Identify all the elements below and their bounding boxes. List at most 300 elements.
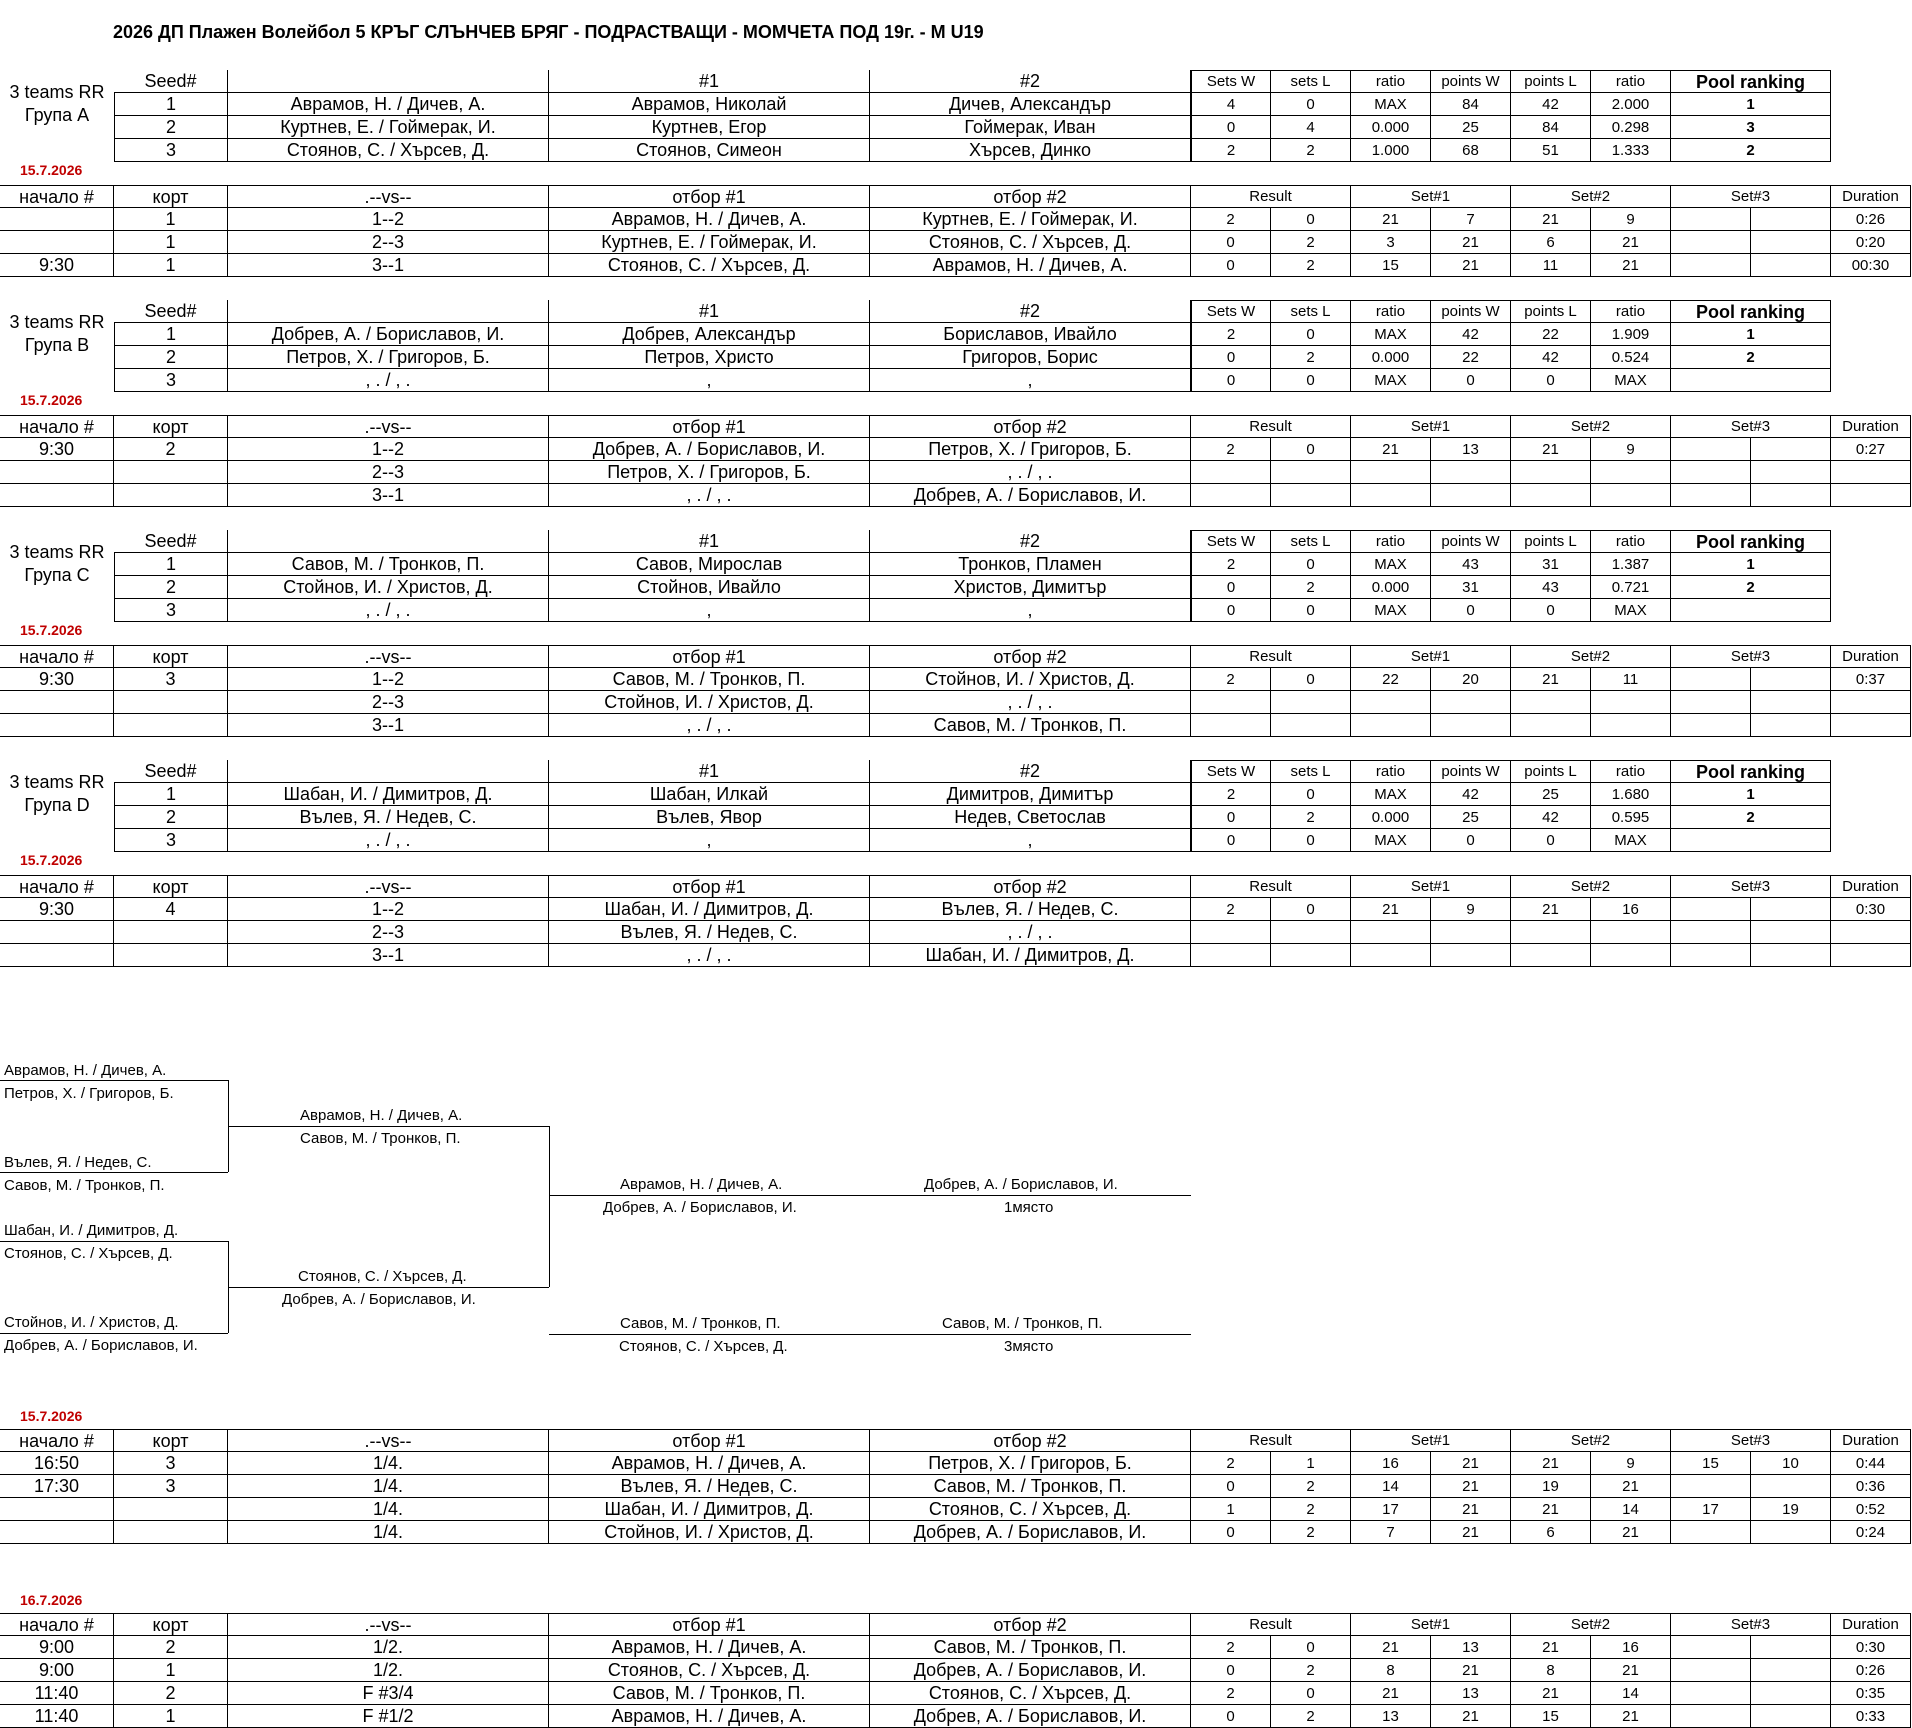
match-pairing: 1--2 bbox=[228, 668, 549, 691]
result-sets-team2: 0 bbox=[1271, 898, 1351, 921]
match-start-time: 16:50 bbox=[0, 1452, 114, 1475]
header-stat: Sets W bbox=[1191, 760, 1271, 783]
match-court bbox=[114, 484, 228, 507]
header-team-blank bbox=[228, 530, 549, 553]
player2-name: , bbox=[870, 829, 1191, 852]
header-set3: Set#3 bbox=[1671, 185, 1831, 208]
header-duration: Duration bbox=[1831, 1613, 1911, 1636]
set3-team1: 15 bbox=[1671, 1452, 1751, 1475]
team-stat: 0 bbox=[1271, 323, 1351, 346]
set1-team2: 13 bbox=[1431, 438, 1511, 461]
set2-team2: 21 bbox=[1591, 1521, 1671, 1544]
match-start-time: 9:30 bbox=[0, 668, 114, 691]
header-stat: points W bbox=[1431, 530, 1511, 553]
player2-name: Димитров, Димитър bbox=[870, 783, 1191, 806]
result-sets-team2 bbox=[1271, 921, 1351, 944]
match-duration: 0:30 bbox=[1831, 1636, 1911, 1659]
match-start-time bbox=[0, 1498, 114, 1521]
header-player2: #2 bbox=[870, 70, 1191, 93]
header-set1: Set#1 bbox=[1351, 645, 1511, 668]
set3-team2 bbox=[1751, 921, 1831, 944]
bracket-line bbox=[0, 1080, 228, 1081]
set2-team1: 21 bbox=[1511, 208, 1591, 231]
header-court: корт bbox=[114, 1613, 228, 1636]
match-duration: 0:33 bbox=[1831, 1705, 1911, 1728]
match-start-time bbox=[0, 691, 114, 714]
match-team1: Стоянов, С. / Хърсев, Д. bbox=[549, 254, 870, 277]
player1-name: Стойнов, Ивайло bbox=[549, 576, 870, 599]
header-stat: points L bbox=[1511, 300, 1591, 323]
result-sets-team1: 0 bbox=[1191, 1475, 1271, 1498]
match-pairing: 1--2 bbox=[228, 898, 549, 921]
team-stat: 0 bbox=[1511, 599, 1591, 622]
set3-team2 bbox=[1751, 1659, 1831, 1682]
set3-team1 bbox=[1671, 714, 1751, 737]
match-team1: Савов, М. / Тронков, П. bbox=[549, 668, 870, 691]
set1-team1: 17 bbox=[1351, 1498, 1431, 1521]
team-stat: 42 bbox=[1431, 783, 1511, 806]
result-sets-team2 bbox=[1271, 691, 1351, 714]
set2-team2: 9 bbox=[1591, 1452, 1671, 1475]
match-duration: 0:26 bbox=[1831, 1659, 1911, 1682]
match-start-time bbox=[0, 944, 114, 967]
match-team1: Шабан, И. / Димитров, Д. bbox=[549, 898, 870, 921]
set2-team1: 21 bbox=[1511, 668, 1591, 691]
set1-team1: 8 bbox=[1351, 1659, 1431, 1682]
group-label bbox=[0, 541, 114, 587]
team-name: Петров, Х. / Григоров, Б. bbox=[228, 346, 549, 369]
team-stat: 0 bbox=[1511, 829, 1591, 852]
match-duration bbox=[1831, 921, 1911, 944]
team-name: , . / , . bbox=[228, 599, 549, 622]
match-court: 1 bbox=[114, 1659, 228, 1682]
set3-team1 bbox=[1671, 1682, 1751, 1705]
date-label: 15.7.2026 bbox=[20, 392, 83, 408]
header-team2: отбор #2 bbox=[870, 1613, 1191, 1636]
header-stat: Sets W bbox=[1191, 70, 1271, 93]
team-stat: 0 bbox=[1511, 369, 1591, 392]
team-stat: 42 bbox=[1431, 323, 1511, 346]
date-label: 16.7.2026 bbox=[20, 1592, 83, 1608]
team-seed: 1 bbox=[114, 553, 228, 576]
team-name: Куртнев, Е. / Гоймерак, И. bbox=[228, 116, 549, 139]
team-name: Аврамов, Н. / Дичев, А. bbox=[228, 93, 549, 116]
match-duration bbox=[1831, 484, 1911, 507]
player1-name: , bbox=[549, 829, 870, 852]
header-stat: ratio bbox=[1591, 530, 1671, 553]
team-name: , . / , . bbox=[228, 829, 549, 852]
set2-team2 bbox=[1591, 714, 1671, 737]
set2-team2: 21 bbox=[1591, 254, 1671, 277]
pool-rank bbox=[1671, 369, 1831, 392]
match-pairing: 1/4. bbox=[228, 1498, 549, 1521]
set1-team2 bbox=[1431, 461, 1511, 484]
match-team2: Аврамов, Н. / Дичев, А. bbox=[870, 254, 1191, 277]
header-court: корт bbox=[114, 185, 228, 208]
team-seed: 2 bbox=[114, 116, 228, 139]
match-start-time bbox=[0, 231, 114, 254]
team-stat: MAX bbox=[1351, 599, 1431, 622]
set2-team1: 21 bbox=[1511, 898, 1591, 921]
header-duration: Duration bbox=[1831, 875, 1911, 898]
third-place-label: 3място bbox=[1004, 1338, 1054, 1355]
result-sets-team2: 2 bbox=[1271, 254, 1351, 277]
set3-team2 bbox=[1751, 944, 1831, 967]
set2-team1: 6 bbox=[1511, 1521, 1591, 1544]
match-duration: 00:30 bbox=[1831, 254, 1911, 277]
result-sets-team1: 2 bbox=[1191, 668, 1271, 691]
header-set2: Set#2 bbox=[1511, 645, 1671, 668]
player2-name: Гоймерак, Иван bbox=[870, 116, 1191, 139]
set3-team1 bbox=[1671, 898, 1751, 921]
match-court bbox=[114, 944, 228, 967]
header-team1: отбор #1 bbox=[549, 645, 870, 668]
match-court: 2 bbox=[114, 1636, 228, 1659]
set1-team1 bbox=[1351, 944, 1431, 967]
set2-team1: 8 bbox=[1511, 1659, 1591, 1682]
match-court: 3 bbox=[114, 668, 228, 691]
match-team2: Куртнев, Е. / Гоймерак, И. bbox=[870, 208, 1191, 231]
match-pairing: F #3/4 bbox=[228, 1682, 549, 1705]
set2-team1: 19 bbox=[1511, 1475, 1591, 1498]
match-start-time: 11:40 bbox=[0, 1705, 114, 1728]
match-start-time bbox=[0, 208, 114, 231]
date-label: 15.7.2026 bbox=[20, 852, 83, 868]
result-sets-team2: 0 bbox=[1271, 1682, 1351, 1705]
bracket-line bbox=[549, 1334, 1191, 1335]
header-stat: ratio bbox=[1591, 300, 1671, 323]
match-team2: Стоянов, С. / Хърсев, Д. bbox=[870, 1682, 1191, 1705]
header-stat: sets L bbox=[1271, 300, 1351, 323]
set3-team1 bbox=[1671, 254, 1751, 277]
header-player1: #1 bbox=[549, 300, 870, 323]
set2-team1: 21 bbox=[1511, 1636, 1591, 1659]
set3-team2 bbox=[1751, 1682, 1831, 1705]
result-sets-team1: 2 bbox=[1191, 1452, 1271, 1475]
match-team1: , . / , . bbox=[549, 944, 870, 967]
header-pool-ranking: Pool ranking bbox=[1671, 70, 1831, 93]
header-stat: Sets W bbox=[1191, 530, 1271, 553]
set2-team1 bbox=[1511, 691, 1591, 714]
header-vs: .--vs-- bbox=[228, 645, 549, 668]
team-stat: 0.000 bbox=[1351, 116, 1431, 139]
match-pairing: 2--3 bbox=[228, 231, 549, 254]
result-sets-team1 bbox=[1191, 714, 1271, 737]
set2-team2: 21 bbox=[1591, 1659, 1671, 1682]
team-seed: 1 bbox=[114, 93, 228, 116]
team-name: Вълев, Я. / Недев, С. bbox=[228, 806, 549, 829]
player2-name: Хърсев, Динко bbox=[870, 139, 1191, 162]
match-start-time bbox=[0, 484, 114, 507]
set3-team2 bbox=[1751, 898, 1831, 921]
bracket-line bbox=[228, 1287, 549, 1288]
set1-team1: 21 bbox=[1351, 898, 1431, 921]
set2-team2: 21 bbox=[1591, 231, 1671, 254]
match-pairing: 2--3 bbox=[228, 461, 549, 484]
player2-name: , bbox=[870, 599, 1191, 622]
match-duration: 0:36 bbox=[1831, 1475, 1911, 1498]
match-start-time: 11:40 bbox=[0, 1682, 114, 1705]
set3-team1 bbox=[1671, 461, 1751, 484]
team-stat: MAX bbox=[1351, 369, 1431, 392]
match-court bbox=[114, 1521, 228, 1544]
set3-team2 bbox=[1751, 484, 1831, 507]
header-start: начало # bbox=[0, 875, 114, 898]
team-stat: 2 bbox=[1191, 139, 1271, 162]
team-stat: 22 bbox=[1511, 323, 1591, 346]
player1-name: Аврамов, Николай bbox=[549, 93, 870, 116]
set3-team1 bbox=[1671, 1636, 1751, 1659]
set1-team1 bbox=[1351, 921, 1431, 944]
team-seed: 1 bbox=[114, 783, 228, 806]
header-result: Result bbox=[1191, 1429, 1351, 1452]
set2-team1 bbox=[1511, 484, 1591, 507]
header-start: начало # bbox=[0, 1429, 114, 1452]
match-team1: Добрев, А. / Бориславов, И. bbox=[549, 438, 870, 461]
pool-rank: 2 bbox=[1671, 576, 1831, 599]
set2-team1 bbox=[1511, 921, 1591, 944]
team-stat: 2.000 bbox=[1591, 93, 1671, 116]
team-seed: 3 bbox=[114, 829, 228, 852]
date-label: 15.7.2026 bbox=[20, 622, 83, 638]
team-stat: 22 bbox=[1431, 346, 1511, 369]
match-team1: Вълев, Я. / Недев, С. bbox=[549, 921, 870, 944]
set3-team2 bbox=[1751, 1705, 1831, 1728]
header-set3: Set#3 bbox=[1671, 1613, 1831, 1636]
team-stat: 1.680 bbox=[1591, 783, 1671, 806]
pool-rank: 1 bbox=[1671, 323, 1831, 346]
match-start-time: 9:30 bbox=[0, 438, 114, 461]
match-duration: 0:27 bbox=[1831, 438, 1911, 461]
header-vs: .--vs-- bbox=[228, 875, 549, 898]
header-team1: отбор #1 bbox=[549, 1429, 870, 1452]
set2-team1: 11 bbox=[1511, 254, 1591, 277]
header-stat: ratio bbox=[1591, 70, 1671, 93]
set1-team2: 21 bbox=[1431, 1705, 1511, 1728]
header-set2: Set#2 bbox=[1511, 415, 1671, 438]
match-team2: Добрев, А. / Бориславов, И. bbox=[870, 484, 1191, 507]
result-sets-team2 bbox=[1271, 944, 1351, 967]
team-stat: MAX bbox=[1351, 783, 1431, 806]
bracket-r2-team: Добрев, А. / Бориславов, И. bbox=[282, 1291, 476, 1308]
header-stat: ratio bbox=[1591, 760, 1671, 783]
header-stat: ratio bbox=[1351, 70, 1431, 93]
set1-team1: 14 bbox=[1351, 1475, 1431, 1498]
set1-team1: 21 bbox=[1351, 208, 1431, 231]
header-result: Result bbox=[1191, 875, 1351, 898]
match-team1: Аврамов, Н. / Дичев, А. bbox=[549, 1705, 870, 1728]
header-stat: ratio bbox=[1351, 300, 1431, 323]
header-player1: #1 bbox=[549, 760, 870, 783]
header-start: начало # bbox=[0, 415, 114, 438]
set1-team2: 21 bbox=[1431, 254, 1511, 277]
team-name: Добрев, А. / Бориславов, И. bbox=[228, 323, 549, 346]
set2-team1 bbox=[1511, 714, 1591, 737]
match-team1: Савов, М. / Тронков, П. bbox=[549, 1682, 870, 1705]
set1-team2: 21 bbox=[1431, 1498, 1511, 1521]
match-team2: Петров, Х. / Григоров, Б. bbox=[870, 438, 1191, 461]
group-format: 3 teams RR bbox=[9, 542, 105, 562]
set3-team1 bbox=[1671, 1475, 1751, 1498]
player2-name: Дичев, Александър bbox=[870, 93, 1191, 116]
header-stat: ratio bbox=[1351, 760, 1431, 783]
match-team1: Куртнев, Е. / Гоймерак, И. bbox=[549, 231, 870, 254]
player1-name: Петров, Христо bbox=[549, 346, 870, 369]
header-stat: Sets W bbox=[1191, 300, 1271, 323]
team-seed: 3 bbox=[114, 369, 228, 392]
team-stat: 0.721 bbox=[1591, 576, 1671, 599]
result-sets-team1 bbox=[1191, 691, 1271, 714]
header-team2: отбор #2 bbox=[870, 645, 1191, 668]
set1-team1: 22 bbox=[1351, 668, 1431, 691]
match-pairing: 3--1 bbox=[228, 714, 549, 737]
match-duration: 0:24 bbox=[1831, 1521, 1911, 1544]
result-sets-team2: 2 bbox=[1271, 1705, 1351, 1728]
set1-team1: 16 bbox=[1351, 1452, 1431, 1475]
header-start: начало # bbox=[0, 1613, 114, 1636]
set1-team2: 21 bbox=[1431, 1452, 1511, 1475]
match-pairing: 3--1 bbox=[228, 944, 549, 967]
header-player1: #1 bbox=[549, 70, 870, 93]
header-stat: points W bbox=[1431, 760, 1511, 783]
header-set3: Set#3 bbox=[1671, 1429, 1831, 1452]
result-sets-team1: 2 bbox=[1191, 1636, 1271, 1659]
bracket-r1-team: Савов, М. / Тронков, П. bbox=[4, 1177, 165, 1194]
header-set2: Set#2 bbox=[1511, 185, 1671, 208]
match-duration: 0:26 bbox=[1831, 208, 1911, 231]
set3-team1 bbox=[1671, 231, 1751, 254]
set3-team1 bbox=[1671, 484, 1751, 507]
set2-team2 bbox=[1591, 691, 1671, 714]
match-court: 3 bbox=[114, 1452, 228, 1475]
match-team2: Петров, Х. / Григоров, Б. bbox=[870, 1452, 1191, 1475]
set3-team2 bbox=[1751, 691, 1831, 714]
set2-team1 bbox=[1511, 461, 1591, 484]
team-name: Шабан, И. / Димитров, Д. bbox=[228, 783, 549, 806]
header-stat: points L bbox=[1511, 530, 1591, 553]
match-start-time bbox=[0, 1521, 114, 1544]
bracket-connector bbox=[549, 1126, 550, 1287]
team-stat: 25 bbox=[1511, 783, 1591, 806]
team-stat: 42 bbox=[1511, 346, 1591, 369]
player1-name: Шабан, Илкай bbox=[549, 783, 870, 806]
team-stat: 4 bbox=[1191, 93, 1271, 116]
team-stat: 0 bbox=[1191, 369, 1271, 392]
group-label bbox=[0, 771, 114, 817]
match-duration bbox=[1831, 691, 1911, 714]
team-seed: 1 bbox=[114, 323, 228, 346]
result-sets-team2: 2 bbox=[1271, 1498, 1351, 1521]
page-title: 2026 ДП Плажен Волейбол 5 КРЪГ СЛЪНЧЕВ БРЯГ - ПОДРАСТВАЩИ - МОМЧЕТА ПОД 19г. - М U19 bbox=[113, 22, 984, 42]
set3-team2 bbox=[1751, 461, 1831, 484]
match-team1: Стойнов, И. / Христов, Д. bbox=[549, 691, 870, 714]
team-stat: 42 bbox=[1511, 93, 1591, 116]
header-set1: Set#1 bbox=[1351, 185, 1511, 208]
match-pairing: 1/4. bbox=[228, 1452, 549, 1475]
match-pairing: F #1/2 bbox=[228, 1705, 549, 1728]
match-start-time: 17:30 bbox=[0, 1475, 114, 1498]
match-team2: Савов, М. / Тронков, П. bbox=[870, 714, 1191, 737]
set2-team2: 9 bbox=[1591, 438, 1671, 461]
set1-team1 bbox=[1351, 691, 1431, 714]
match-duration: 0:35 bbox=[1831, 1682, 1911, 1705]
result-sets-team2: 0 bbox=[1271, 208, 1351, 231]
team-stat: 43 bbox=[1431, 553, 1511, 576]
set2-team1: 21 bbox=[1511, 438, 1591, 461]
team-stat: 84 bbox=[1431, 93, 1511, 116]
result-sets-team2: 0 bbox=[1271, 668, 1351, 691]
pool-rank: 2 bbox=[1671, 806, 1831, 829]
set3-team2 bbox=[1751, 1521, 1831, 1544]
header-team2: отбор #2 bbox=[870, 415, 1191, 438]
set2-team2: 14 bbox=[1591, 1682, 1671, 1705]
header-set2: Set#2 bbox=[1511, 1429, 1671, 1452]
set1-team1: 21 bbox=[1351, 1682, 1431, 1705]
header-start: начало # bbox=[0, 645, 114, 668]
header-set3: Set#3 bbox=[1671, 875, 1831, 898]
header-set1: Set#1 bbox=[1351, 415, 1511, 438]
header-vs: .--vs-- bbox=[228, 1613, 549, 1636]
team-seed: 3 bbox=[114, 599, 228, 622]
result-sets-team1 bbox=[1191, 921, 1271, 944]
team-stat: 0 bbox=[1271, 829, 1351, 852]
set2-team2: 9 bbox=[1591, 208, 1671, 231]
match-start-time: 9:30 bbox=[0, 254, 114, 277]
header-team-blank bbox=[228, 760, 549, 783]
header-set1: Set#1 bbox=[1351, 875, 1511, 898]
header-stat: points W bbox=[1431, 300, 1511, 323]
result-sets-team2: 0 bbox=[1271, 1636, 1351, 1659]
team-stat: 1.387 bbox=[1591, 553, 1671, 576]
set1-team1: 21 bbox=[1351, 1636, 1431, 1659]
pool-rank: 1 bbox=[1671, 553, 1831, 576]
player2-name: Христов, Димитър bbox=[870, 576, 1191, 599]
match-court: 3 bbox=[114, 1475, 228, 1498]
team-seed: 3 bbox=[114, 139, 228, 162]
header-player2: #2 bbox=[870, 760, 1191, 783]
set3-team1 bbox=[1671, 1705, 1751, 1728]
match-pairing: 1/4. bbox=[228, 1475, 549, 1498]
team-stat: 1.909 bbox=[1591, 323, 1671, 346]
team-seed: 2 bbox=[114, 576, 228, 599]
set3-team1 bbox=[1671, 668, 1751, 691]
group-name: Група C bbox=[24, 565, 90, 585]
result-sets-team2: 1 bbox=[1271, 1452, 1351, 1475]
bracket-r1-team: Стойнов, И. / Христов, Д. bbox=[4, 1314, 179, 1331]
team-stat: 0.000 bbox=[1351, 346, 1431, 369]
match-court: 1 bbox=[114, 208, 228, 231]
set3-team1 bbox=[1671, 438, 1751, 461]
bracket-line bbox=[0, 1241, 228, 1242]
match-pairing: 2--3 bbox=[228, 691, 549, 714]
result-sets-team1: 0 bbox=[1191, 254, 1271, 277]
match-start-time bbox=[0, 461, 114, 484]
header-court: корт bbox=[114, 415, 228, 438]
set2-team1: 21 bbox=[1511, 1452, 1591, 1475]
team-stat: MAX bbox=[1351, 553, 1431, 576]
header-stat: ratio bbox=[1351, 530, 1431, 553]
match-court bbox=[114, 461, 228, 484]
team-stat: MAX bbox=[1351, 93, 1431, 116]
team-stat: 1.000 bbox=[1351, 139, 1431, 162]
set1-team1: 13 bbox=[1351, 1705, 1431, 1728]
set2-team2: 16 bbox=[1591, 1636, 1671, 1659]
group-format: 3 teams RR bbox=[9, 312, 105, 332]
group-format: 3 teams RR bbox=[9, 82, 105, 102]
set3-team2 bbox=[1751, 231, 1831, 254]
header-duration: Duration bbox=[1831, 185, 1911, 208]
match-team1: , . / , . bbox=[549, 484, 870, 507]
